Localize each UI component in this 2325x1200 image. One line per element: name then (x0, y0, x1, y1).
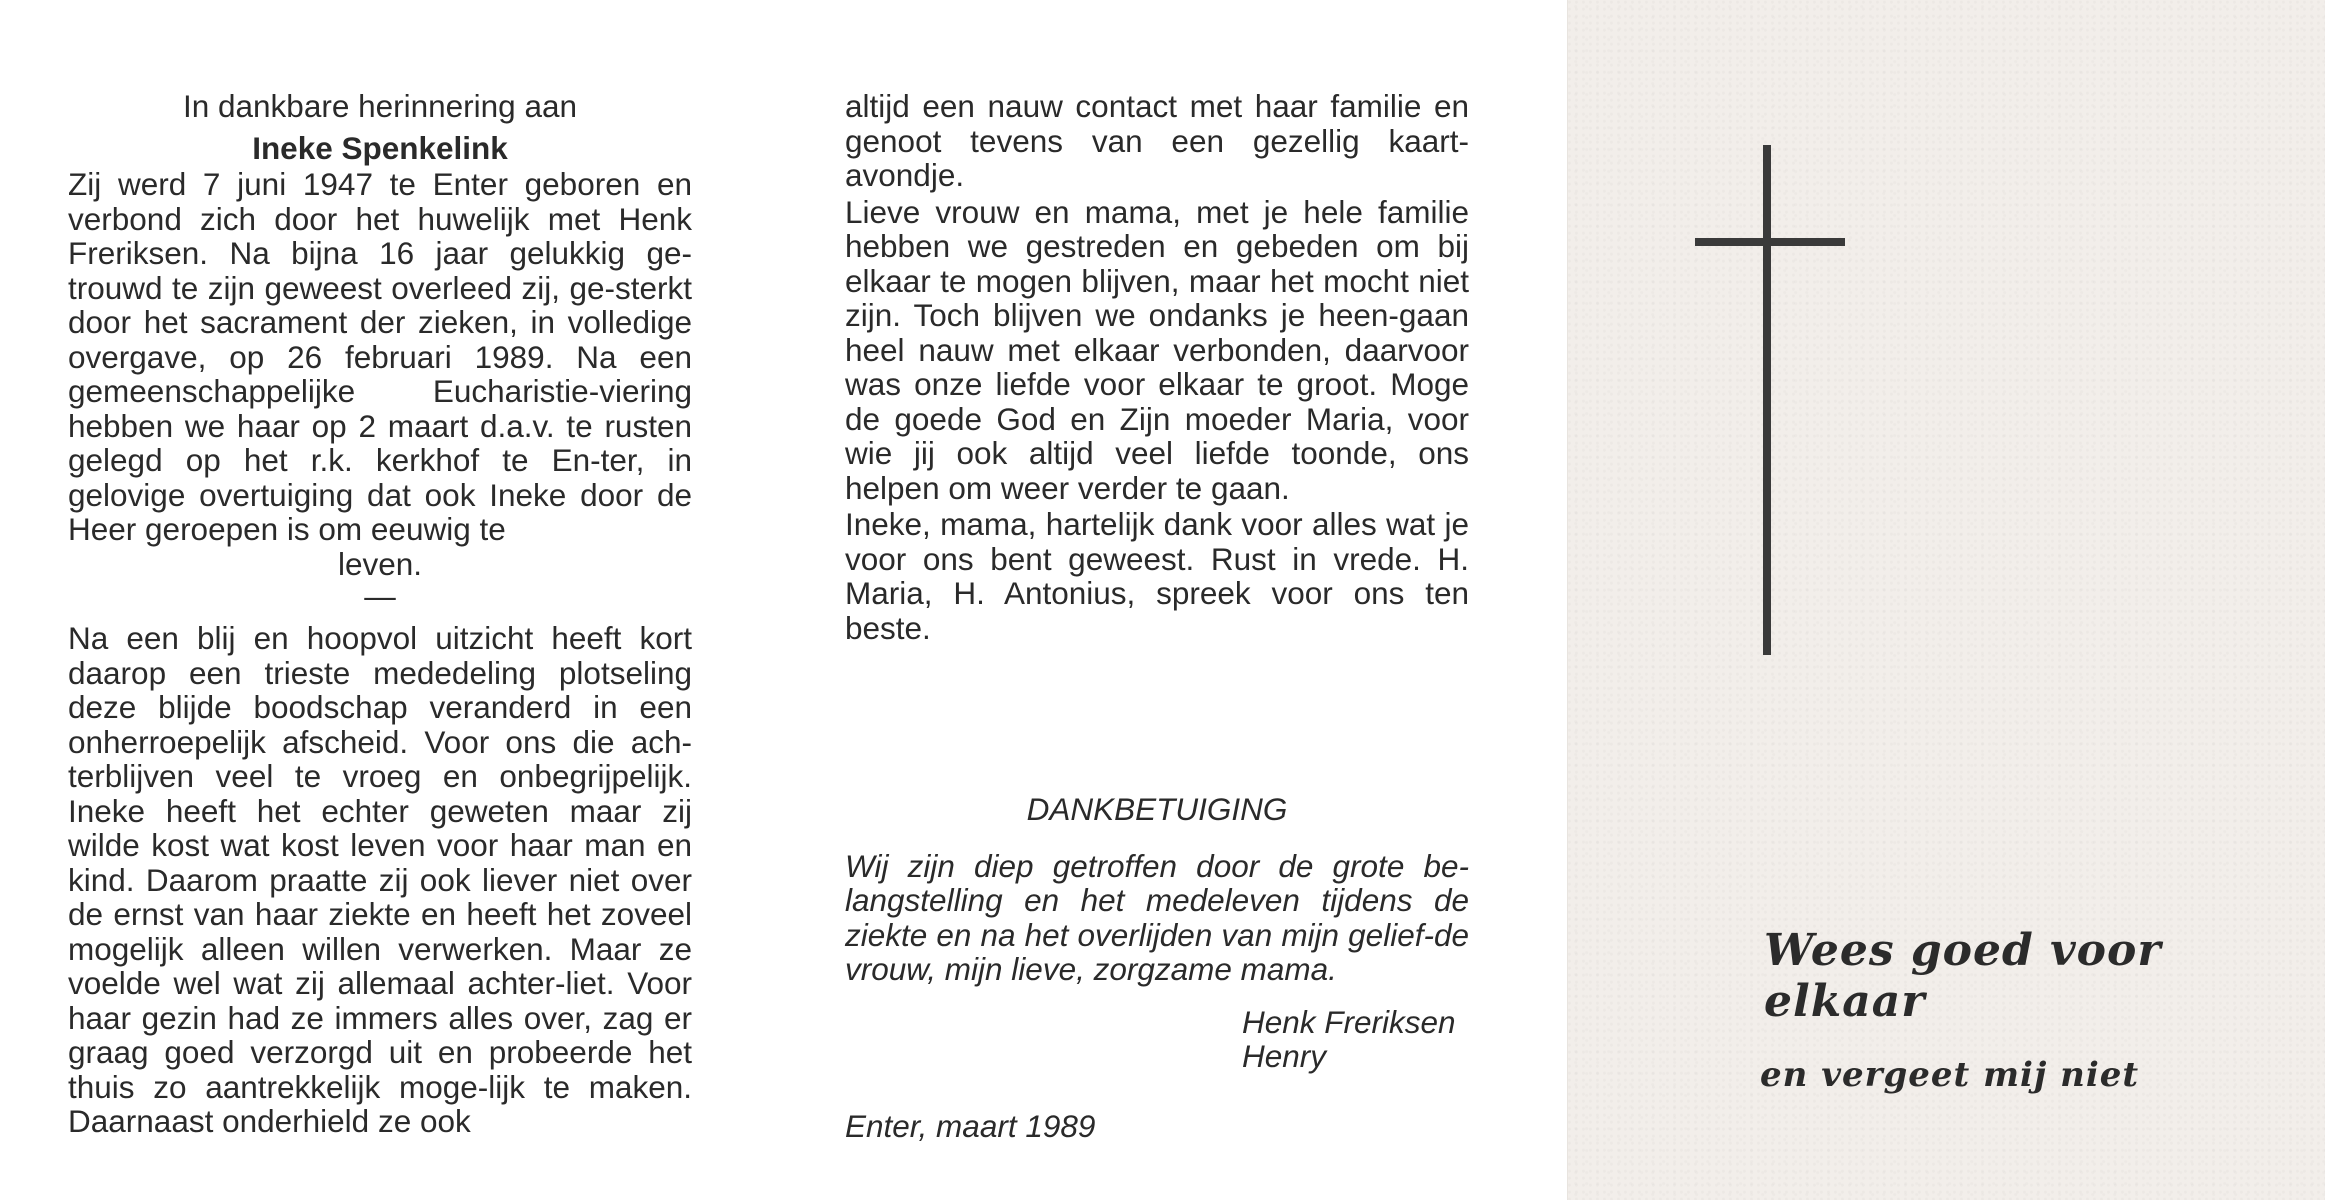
place-date: Enter, maart 1989 (845, 1107, 1096, 1144)
section-separator: — (364, 578, 396, 614)
bio-paragraph: Zij werd 7 juni 1947 te Enter geboren en verbond zich door het huwelijk met Henk Freriksen. Na bijna 16 jaar gelukkig ge-trouwd te zijn geweest overleed zij, ge-sterkt door het sacrament der zieken, in volledige overgave, op 26 februari 1989. Na een gemeenschappelijke Eucharistie-viering hebben we haar op 2 maart d.a.v. te rusten gelegd op het r.k. kerkhof te En-ter, in gelovige overtuiging dat ook Ineke door de Heer geroepen is om eeuwig te (68, 166, 692, 547)
deceased-name: Ineke Spenkelink (252, 129, 508, 166)
thanks-prayer-paragraph: Ineke, mama, hartelijk dank voor alles wat je voor ons bent geweest. Rust in vrede. H. Maria, H. Antonius, spreek voor ons ten beste. (845, 506, 1469, 646)
bio-last-line: leven. (337, 545, 423, 582)
left-column (68, 89, 692, 1139)
middle-column (845, 89, 1469, 645)
signer-name: Henk Freriksen (1242, 1003, 1456, 1040)
cross-icon (1695, 145, 1845, 655)
acknowledgement-body: Wij zijn diep getroffen door de grote be-langstelling en het medeleven tijdens de ziekte en na het overlijden van mijn gelief-de vrouw, mijn lieve, zorgzame mama. (845, 847, 1469, 987)
story-paragraph: Na een blij en hoopvol uitzicht heeft kort daarop een trieste mededeling plotseling deze blijde boodschap veranderd in een onherroepelijk afscheid. Voor ons die ach-terblijven veel te vroeg en onbegrijpelijk. Ineke heeft het echter geweten maar zij wilde kost wat kost leven voor haar man en kind. Daarom praatte zij ook liever niet over de ernst van haar ziekte en heeft het zoveel mogelijk alleen willen verwerken. Maar ze voelde wel wat zij allemaal achter-liet. Voor haar gezin had ze immers alles over, zag er graag goed verzorgd uit en probeerde het thuis zo aantrekkelijk moge-lijk te maken. Daarnaast onderhield ze ook (68, 620, 692, 1139)
acknowledgement-title: DANKBETUIGING (1026, 791, 1288, 827)
farewell-paragraph: Lieve vrouw en mama, met je hele familie hebben we gestreden en gebeden om bij elkaar te mogen blijven, maar het mocht niet zijn. Toch blijven we ondanks je heen-gaan heel nauw met elkaar verbonden, daarvoor was onze liefde voor elkaar te groot. Moge de goede God en Zijn moeder Maria, voor wie jij ook altijd veel liefde toonde, ons helpen om weer verder te gaan. (845, 193, 1469, 506)
continuation-paragraph: altijd een nauw contact met haar familie en genoot tevens van een gezellig kaart-avondje. (845, 88, 1469, 193)
signers (1242, 1005, 1469, 1074)
motto-line: Wees goed voor elkaar (1764, 925, 2162, 1027)
signer-name: Henry (1242, 1038, 1327, 1074)
motto-line: en vergeet mij niet (1760, 1055, 2140, 1095)
intro-line: In dankbare herinnering aan (182, 88, 578, 124)
acknowledgement-section (845, 792, 1469, 1143)
